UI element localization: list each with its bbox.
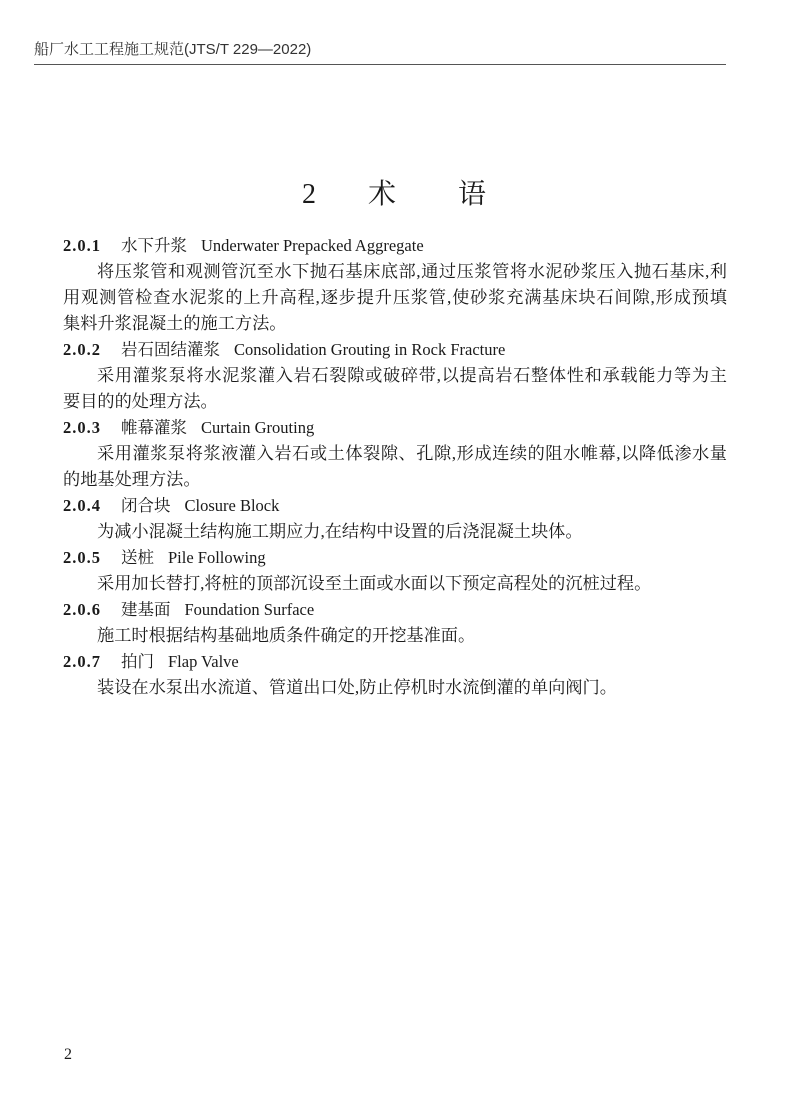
term-english: Consolidation Grouting in Rock Fracture: [234, 340, 506, 359]
term-heading: [63, 337, 727, 363]
chapter-title: [0, 172, 790, 212]
term-heading: [63, 545, 727, 571]
definition-line: 要目的的处理方法。: [63, 392, 218, 411]
chapter-number: 2: [301, 179, 318, 210]
term-english: Curtain Grouting: [201, 418, 315, 437]
term-heading: [63, 493, 727, 519]
running-header: 船厂水工工程施工规范(JTS/T 229—2022): [34, 41, 312, 58]
term-english: Closure Block: [184, 496, 280, 515]
definition-line: 将压浆管和观测管沉至水下抛石基床底部,通过压浆管将水泥砂浆压入抛石基床,利: [97, 262, 727, 281]
term-english: Pile Following: [168, 548, 266, 567]
page-number: 2: [64, 1046, 72, 1063]
definition-line: 用观测管检查水泥浆的上升高程,逐步提升压浆管,使砂浆充满基床块石间隙,形成预填: [63, 288, 727, 307]
term-number: 2.0.3: [63, 418, 101, 437]
term-chinese: 闭合块: [121, 496, 171, 515]
term-chinese: 拍门: [121, 652, 154, 671]
term-chinese: 岩石固结灌浆: [121, 340, 220, 359]
term-number: 2.0.4: [63, 496, 101, 515]
definition-line: 的地基处理方法。: [63, 470, 201, 489]
definition-line: 装设在水泵出水流道、管道出口处,防止停机时水流倒灌的单向阀门。: [97, 678, 617, 697]
term-english: Foundation Surface: [184, 600, 315, 619]
term-chinese: 送桩: [121, 548, 154, 567]
definition-line: 为减小混凝土结构施工期应力,在结构中设置的后浇混凝土块体。: [97, 522, 583, 541]
term-number: 2.0.6: [63, 600, 101, 619]
term-chinese: 建基面: [121, 600, 171, 619]
definition-line: 施工时根据结构基础地质条件确定的开挖基准面。: [97, 626, 476, 645]
term-chinese: 水下升浆: [121, 236, 187, 255]
term-number: 2.0.1: [63, 236, 101, 255]
definition-line: 采用灌浆泵将水泥浆灌入岩石裂隙或破碎带,以提高岩石整体性和承载能力等为主: [97, 366, 727, 385]
term-chinese: 帷幕灌浆: [121, 418, 187, 437]
term-number: 2.0.7: [63, 652, 101, 671]
header-rule: [34, 64, 726, 65]
chapter-title-b: 语: [458, 179, 489, 210]
term-english: Underwater Prepacked Aggregate: [201, 236, 424, 255]
term-heading: [63, 233, 727, 259]
terms-list: [63, 233, 727, 701]
definition-line: 采用灌浆泵将浆液灌入岩石或土体裂隙、孔隙,形成连续的阻水帷幕,以降低渗水量: [97, 444, 727, 463]
term-number: 2.0.2: [63, 340, 101, 359]
term-english: Flap Valve: [168, 652, 239, 671]
term-number: 2.0.5: [63, 548, 101, 567]
definition-line: 集料升浆混凝土的施工方法。: [63, 314, 287, 333]
term-heading: [63, 597, 727, 623]
term-heading: [63, 415, 727, 441]
definition-line: 采用加长替打,将桩的顶部沉设至土面或水面以下预定高程处的沉桩过程。: [97, 574, 652, 593]
chapter-title-a: 术: [367, 179, 398, 210]
term-heading: [63, 649, 727, 675]
